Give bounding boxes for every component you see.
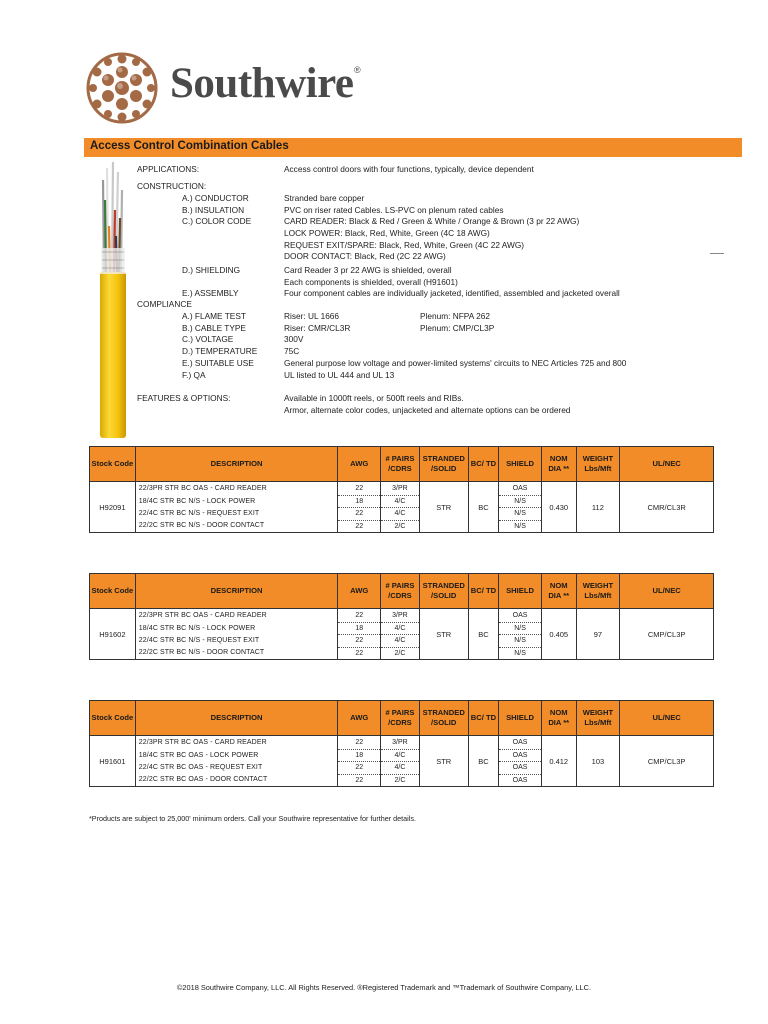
southwire-logo bbox=[84, 50, 374, 126]
stranded-header: STRANDED /SOLID bbox=[419, 447, 468, 482]
pairs-cell: 3/PR bbox=[381, 736, 420, 750]
awg-header: AWG bbox=[338, 447, 381, 482]
stranded-cell: STR bbox=[419, 736, 468, 787]
color-code-line: REQUEST EXIT/SPARE: Black, Red, White, Green (4C 22 AWG) bbox=[284, 240, 525, 250]
pairs-cell: 4/C bbox=[381, 635, 420, 648]
awg-cell: 22 bbox=[338, 647, 381, 660]
description-header: DESCRIPTION bbox=[135, 574, 338, 609]
section-title: Access Control Combination Cables bbox=[90, 140, 289, 152]
awg-cell: 22 bbox=[338, 774, 381, 787]
qa-label: F.) QA bbox=[182, 370, 206, 380]
voltage-value: 300V bbox=[284, 334, 304, 344]
ul-nec-cell: CMP/CL3P bbox=[620, 736, 714, 787]
table-row bbox=[90, 482, 714, 496]
table-header-row bbox=[90, 574, 714, 609]
pairs-cell: 3/PR bbox=[381, 609, 420, 623]
product-table bbox=[89, 573, 714, 660]
section-header-bar bbox=[84, 138, 742, 157]
table-row bbox=[90, 609, 714, 623]
stock-code-header: Stock Code bbox=[90, 701, 136, 736]
stock-code-header: Stock Code bbox=[90, 447, 136, 482]
assembly-value: Four component cables are individually jacketed, identified, assembled and jacketed overall bbox=[284, 288, 620, 298]
awg-cell: 22 bbox=[338, 736, 381, 750]
pairs-cell: 4/C bbox=[381, 622, 420, 635]
weight-header: WEIGHT Lbs/Mft bbox=[576, 574, 620, 609]
color-code-line: DOOR CONTACT: Black, Red (2C 22 AWG) bbox=[284, 251, 446, 261]
nom-dia-cell: 0.412 bbox=[541, 736, 576, 787]
description-cell: 22/2C STR BC N/S - DOOR CONTACT bbox=[135, 647, 338, 660]
pairs-header: # PAIRS /CDRS bbox=[381, 574, 420, 609]
temperature-label: D.) TEMPERATURE bbox=[182, 346, 258, 356]
pairs-header: # PAIRS /CDRS bbox=[381, 447, 420, 482]
shield-cell: OAS bbox=[499, 762, 542, 775]
description-cell: 18/4C STR BC N/S - LOCK POWER bbox=[135, 495, 338, 508]
cable-illustration bbox=[96, 160, 130, 438]
stock-code-cell: H91602 bbox=[90, 609, 136, 660]
awg-header: AWG bbox=[338, 701, 381, 736]
features-label: FEATURES & OPTIONS: bbox=[137, 393, 231, 403]
weight-cell: 112 bbox=[576, 482, 620, 533]
color-code-line: LOCK POWER: Black, Red, White, Green (4C 18 AWG) bbox=[284, 228, 490, 238]
ul-nec-header: UL/NEC bbox=[620, 574, 714, 609]
description-cell: 18/4C STR BC OAS - LOCK POWER bbox=[135, 749, 338, 762]
flame-test-label: A.) FLAME TEST bbox=[182, 311, 246, 321]
shield-cell: OAS bbox=[499, 774, 542, 787]
bc-cell: BC bbox=[468, 736, 499, 787]
awg-cell: 22 bbox=[338, 609, 381, 623]
shield-cell: N/S bbox=[499, 495, 542, 508]
shielding-line: Card Reader 3 pr 22 AWG is shielded, overall bbox=[284, 265, 452, 275]
color-code-label: C.) COLOR CODE bbox=[182, 216, 252, 226]
stranded-header: STRANDED /SOLID bbox=[419, 701, 468, 736]
cable-type-label: B.) CABLE TYPE bbox=[182, 323, 246, 333]
weight-cell: 97 bbox=[576, 609, 620, 660]
applications-label: APPLICATIONS: bbox=[137, 164, 200, 174]
ul-nec-header: UL/NEC bbox=[620, 701, 714, 736]
awg-cell: 18 bbox=[338, 622, 381, 635]
pairs-cell: 3/PR bbox=[381, 482, 420, 496]
product-table bbox=[89, 446, 714, 533]
shield-cell: N/S bbox=[499, 508, 542, 521]
shielding-label: D.) SHIELDING bbox=[182, 265, 241, 275]
flame-test-riser: Riser: UL 1666 bbox=[284, 311, 340, 321]
description-cell: 22/3PR STR BC OAS - CARD READER bbox=[135, 482, 338, 496]
color-code-line: CARD READER: Black & Red / Green & White / Orange & Brown (3 pr 22 AWG) bbox=[284, 216, 580, 226]
copyright-footer: ©2018 Southwire Company, LLC. All Rights Reserved. ®Registered Trademark and ™Trademark of Southwire Company, LLC. bbox=[176, 983, 592, 992]
compliance-label: COMPLIANCE bbox=[137, 299, 192, 309]
awg-cell: 22 bbox=[338, 635, 381, 648]
conductor-value: Stranded bare copper bbox=[284, 193, 365, 203]
ul-nec-cell: CMR/CL3R bbox=[620, 482, 714, 533]
stranded-cell: STR bbox=[419, 609, 468, 660]
nom-dia-cell: 0.430 bbox=[541, 482, 576, 533]
nom-dia-header: NOM DIA ** bbox=[541, 701, 576, 736]
description-header: DESCRIPTION bbox=[135, 447, 338, 482]
awg-header: AWG bbox=[338, 574, 381, 609]
awg-cell: 22 bbox=[338, 762, 381, 775]
awg-cell: 22 bbox=[338, 482, 381, 496]
minimum-order-note: *Products are subject to 25,000' minimum orders. Call your Southwire representative for further details. bbox=[89, 814, 416, 823]
insulation-label: B.) INSULATION bbox=[182, 205, 245, 215]
stranded-cell: STR bbox=[419, 482, 468, 533]
suitable-use-value: General purpose low voltage and power-limited systems' circuits to NEC Articles 725 and 800 bbox=[284, 358, 627, 368]
stock-code-cell: H92091 bbox=[90, 482, 136, 533]
brand-name: Southwire bbox=[170, 60, 354, 107]
pairs-cell: 4/C bbox=[381, 495, 420, 508]
weight-header: WEIGHT Lbs/Mft bbox=[576, 701, 620, 736]
product-table bbox=[89, 700, 714, 787]
stock-code-header: Stock Code bbox=[90, 574, 136, 609]
cable-type-riser: Riser: CMR/CL3R bbox=[284, 323, 351, 333]
shield-cell: OAS bbox=[499, 482, 542, 496]
awg-cell: 18 bbox=[338, 749, 381, 762]
weight-header: WEIGHT Lbs/Mft bbox=[576, 447, 620, 482]
ul-nec-header: UL/NEC bbox=[620, 447, 714, 482]
description-cell: 22/3PR STR BC OAS - CARD READER bbox=[135, 609, 338, 623]
table-header-row bbox=[90, 701, 714, 736]
description-cell: 22/2C STR BC OAS - DOOR CONTACT bbox=[135, 774, 338, 787]
temperature-value: 75C bbox=[284, 346, 300, 356]
description-cell: 18/4C STR BC N/S - LOCK POWER bbox=[135, 622, 338, 635]
divider-mark bbox=[710, 253, 724, 254]
weight-cell: 103 bbox=[576, 736, 620, 787]
table-row bbox=[90, 736, 714, 750]
shield-cell: N/S bbox=[499, 622, 542, 635]
qa-value: UL listed to UL 444 and UL 13 bbox=[284, 370, 395, 380]
nom-dia-header: NOM DIA ** bbox=[541, 574, 576, 609]
pairs-cell: 2/C bbox=[381, 520, 420, 533]
bc-header: BC/ TD bbox=[468, 447, 499, 482]
stranded-header: STRANDED /SOLID bbox=[419, 574, 468, 609]
table-header-row bbox=[90, 447, 714, 482]
assembly-label: E.) ASSEMBLY bbox=[182, 288, 239, 298]
shield-cell: N/S bbox=[499, 520, 542, 533]
features-line: Available in 1000ft reels, or 500ft reels and RIBs. bbox=[284, 393, 464, 403]
bc-header: BC/ TD bbox=[468, 701, 499, 736]
shielding-line: Each components is shielded, overall (H91601) bbox=[284, 277, 458, 287]
pairs-cell: 2/C bbox=[381, 774, 420, 787]
southwire-emblem-icon bbox=[84, 50, 160, 126]
pairs-cell: 4/C bbox=[381, 749, 420, 762]
shield-cell: N/S bbox=[499, 647, 542, 660]
nom-dia-header: NOM DIA ** bbox=[541, 447, 576, 482]
insulation-value: PVC on riser rated Cables. LS-PVC on plenum rated cables bbox=[284, 205, 504, 215]
description-header: DESCRIPTION bbox=[135, 701, 338, 736]
applications-value: Access control doors with four functions, typically, device dependent bbox=[284, 164, 534, 174]
description-cell: 22/3PR STR BC OAS - CARD READER bbox=[135, 736, 338, 750]
shield-cell: OAS bbox=[499, 749, 542, 762]
pairs-header: # PAIRS /CDRS bbox=[381, 701, 420, 736]
features-line: Armor, alternate color codes, unjacketed and alternate options can be ordered bbox=[284, 405, 571, 415]
pairs-cell: 4/C bbox=[381, 508, 420, 521]
awg-cell: 22 bbox=[338, 520, 381, 533]
bc-header: BC/ TD bbox=[468, 574, 499, 609]
shield-cell: OAS bbox=[499, 609, 542, 623]
awg-cell: 18 bbox=[338, 495, 381, 508]
voltage-label: C.) VOLTAGE bbox=[182, 334, 234, 344]
conductor-label: A.) CONDUCTOR bbox=[182, 193, 249, 203]
flame-test-plenum: Plenum: NFPA 262 bbox=[420, 311, 490, 321]
pairs-cell: 2/C bbox=[381, 647, 420, 660]
shield-header: SHIELD bbox=[499, 447, 542, 482]
stock-code-cell: H91601 bbox=[90, 736, 136, 787]
ul-nec-cell: CMP/CL3P bbox=[620, 609, 714, 660]
shield-header: SHIELD bbox=[499, 701, 542, 736]
pairs-cell: 4/C bbox=[381, 762, 420, 775]
nom-dia-cell: 0.405 bbox=[541, 609, 576, 660]
description-cell: 22/4C STR BC N/S - REQUEST EXIT bbox=[135, 635, 338, 648]
description-cell: 22/2C STR BC N/S - DOOR CONTACT bbox=[135, 520, 338, 533]
description-cell: 22/4C STR BC N/S - REQUEST EXIT bbox=[135, 508, 338, 521]
shield-cell: OAS bbox=[499, 736, 542, 750]
suitable-use-label: E.) SUITABLE USE bbox=[182, 358, 254, 368]
shield-cell: N/S bbox=[499, 635, 542, 648]
brand-registered-mark: ® bbox=[354, 65, 361, 75]
awg-cell: 22 bbox=[338, 508, 381, 521]
bc-cell: BC bbox=[468, 609, 499, 660]
shield-header: SHIELD bbox=[499, 574, 542, 609]
construction-label: CONSTRUCTION: bbox=[137, 181, 207, 191]
description-cell: 22/4C STR BC OAS - REQUEST EXIT bbox=[135, 762, 338, 775]
cable-type-plenum: Plenum: CMP/CL3P bbox=[420, 323, 495, 333]
bc-cell: BC bbox=[468, 482, 499, 533]
